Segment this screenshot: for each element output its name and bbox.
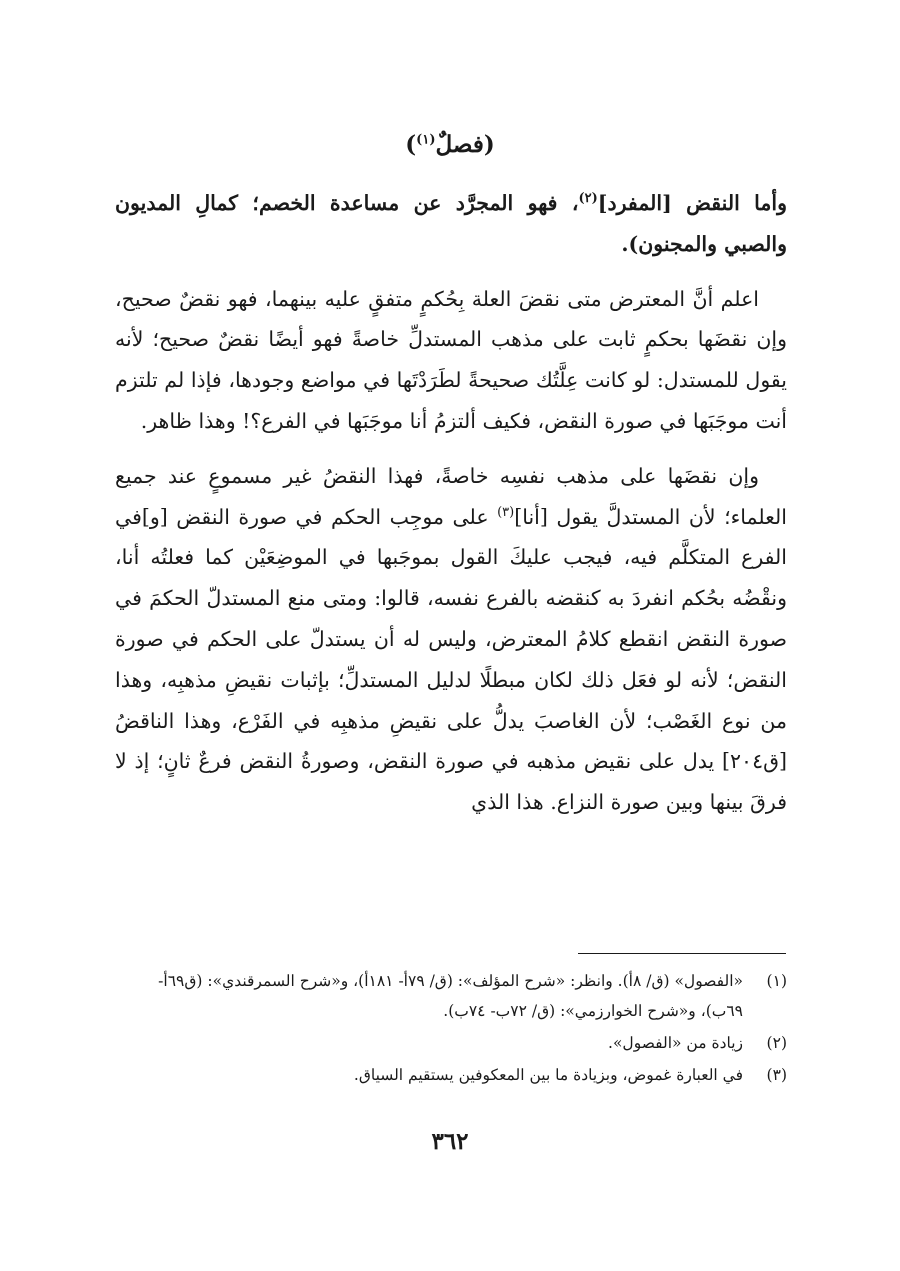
footnote-number: (٣) xyxy=(766,1066,787,1084)
section-title-close: ) xyxy=(405,131,417,158)
footnote-item xyxy=(115,1060,787,1090)
title-footnote-marker: (١) xyxy=(416,132,436,148)
footnote-marker-3: (٣) xyxy=(497,504,515,520)
section-title-text: (فصلٌ xyxy=(435,131,495,158)
footnotes xyxy=(115,966,787,1092)
footnote-text: زيادة من «الفصول». xyxy=(608,1034,743,1052)
footnote-number: (٢) xyxy=(766,1034,787,1052)
page-number: ٣٦٢ xyxy=(431,1128,469,1155)
paragraph-3-start: وإن نقضَها على مذهب نفسِه خاصةً، فهذا النقضُ غير مسموعٍ عند جميع العلماء؛ لأن المستدلَّ يقول [أنا] xyxy=(115,463,788,529)
lead-paragraph-start: وأما النقض [المفرد] xyxy=(597,191,787,215)
lead-paragraph xyxy=(115,183,787,265)
main-text xyxy=(115,183,787,823)
footnote-item xyxy=(115,966,787,1026)
section-title xyxy=(0,128,900,162)
footnote-number: (١) xyxy=(766,972,787,990)
footnote-item xyxy=(115,1028,787,1058)
footnote-text: «الفصول» (ق/ ٨أ). وانظر: «شرح المؤلف»: (ق/ ٧٩أ- ١٨١أ)، و«شرح السمرقندي»: (ق٦٩أ- ٦٩ب)، و«شرح الخوارزمي»: (ق/ ٧٢ب- ٧٤ب). xyxy=(158,972,743,1020)
footnote-marker-2: (٢) xyxy=(578,191,598,207)
lead-paragraph-end: ، فهو المجرَّد عن مساعدة الخصم؛ كمالِ المديون والصبي والمجنون). xyxy=(115,191,787,256)
footnote-separator xyxy=(578,953,786,954)
footnote-text: في العبارة غموض، وبزيادة ما بين المعكوفين يستقيم السياق. xyxy=(353,1066,743,1084)
paragraph-3 xyxy=(115,456,787,823)
paragraph-2: اعلم أنَّ المعترض متى نقضَ العلة بِحُكمٍ متفقٍ عليه بينهما، فهو نقضٌ صحيح، وإن نقضَها بحكمٍ ثابت على مذهب المستدلِّ خاصةً فهو أيضًا نقضٌ صحيح؛ لأنه يقول للمستدل: لو كانت عِلَّتُك صحيحةً لطَرَدْتَها في مواضع وجودها، فإذا لم تلتزم أنت موجَبَها في صورة النقض، فكيف ألتزمُ أنا موجَبَها في الفرع؟! وهذا ظاهر. xyxy=(115,286,787,433)
paragraph-3-end: على موجِب الحكم في صورة النقض [و]في الفرع المتكلَّم فيه، فيجب عليكَ القول بموجَبها في الموضِعَيْن كما فعلتُه أنا، ونقْضُه بحُكم انفردَ به كنقضه بالفرع نفسه، قالوا: ومتى منع المستدلّ الحكمَ في صورة النقض انقطع كلامُ المعترض، وليس له أن يستدلّ على الحكم في صورة النقض؛ لأنه لو فعَل ذلك لكان مبطلًا لدليل المستدلِّ؛ بإثبات نقيضِ مذهبِه، وهذا من نوع الغَصْب؛ لأن الغاصبَ يدلُّ على نقيضِ مذهبِه في الفَرْع، وهذا الناقضُ [ق٢٠٤] يدل على نقيض مذهبه في صورة النقض، وصورةُ النقض فرعٌ ثانٍ؛ إذ لا فرقَ بينها وبين صورة النزاع. هذا الذي xyxy=(115,504,787,815)
